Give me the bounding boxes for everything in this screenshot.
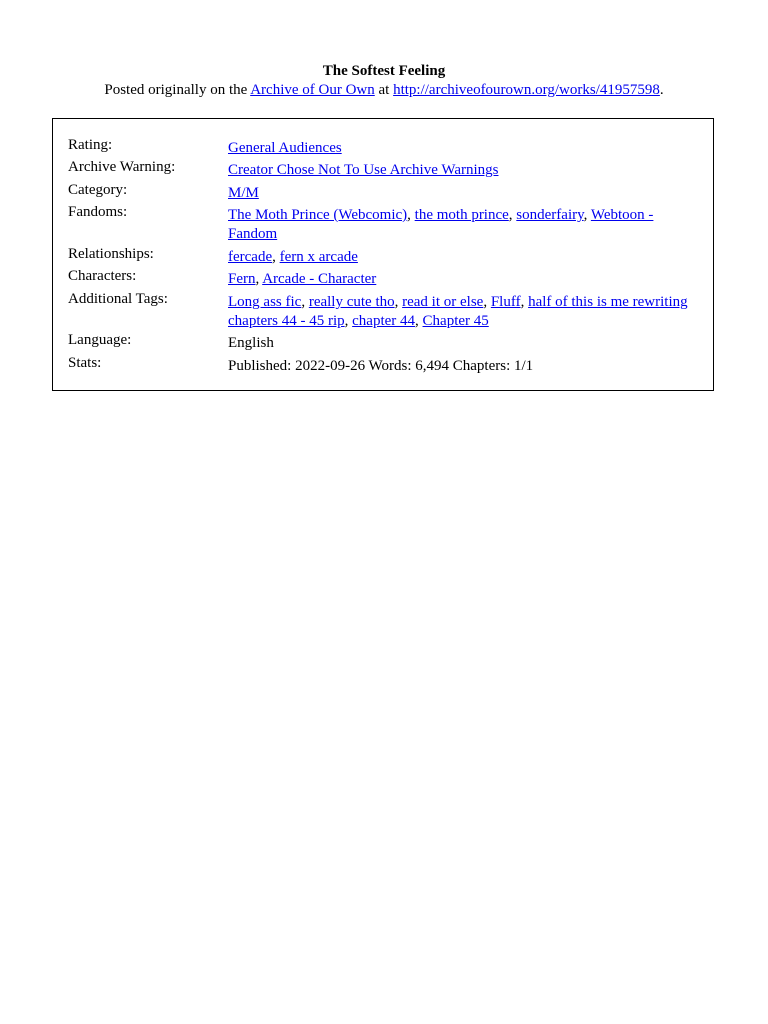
relationships-value: fercade, fern x arcade [228,249,358,265]
characters-value: Fern, Arcade - Character [228,271,377,287]
tag-link[interactable]: Fluff [490,294,521,310]
work-header [0,62,768,100]
work-title: The Softest Feeling [322,63,446,79]
warning-label: Archive Warning: [68,159,176,175]
relationships-label: Relationships: [68,246,154,262]
tag-link[interactable]: M/M [228,185,259,201]
tag-link[interactable]: fercade [228,249,273,265]
tag-link[interactable]: really cute tho [308,294,395,310]
characters-label: Characters: [68,268,137,284]
tag-link[interactable]: The Moth Prince (Webcomic) [228,207,408,223]
rating-value [228,139,698,158]
fandoms-label: Fandoms: [68,204,128,220]
tag-link[interactable]: the moth prince [414,207,509,223]
rating-label: Rating: [68,137,113,153]
tag-link[interactable]: read it or else [402,294,484,310]
fandoms-value: The Moth Prince (Webcomic), the moth prince, sonderfairy, Webtoon - Fandom [228,207,654,242]
tag-link[interactable]: sonderfairy [516,207,584,223]
tag-link[interactable]: Arcade - Character [262,271,377,287]
stats-value: Published: 2022-09-26 Words: 6,494 Chapters: 1/1 [228,358,534,374]
period: . [659,82,664,98]
tag-link[interactable]: chapter 44 [352,313,416,329]
work-metadata-box [52,118,714,391]
additional-tags-value: Long ass fic, really cute tho, read it or else, Fluff, half of this is me rewriting chapters 44 - 45 rip, chapter 44, Chapter 45 [228,294,688,329]
stats-label: Stats: [68,355,102,371]
tag-link[interactable]: General Audiences [228,140,342,156]
additional-tags-label: Additional Tags: [68,291,168,307]
tag-link[interactable]: Long ass fic [228,294,302,310]
warning-value [228,161,698,180]
tag-link[interactable]: half of this is me rewriting chapters 44 - 45 rip [228,294,688,329]
tag-link[interactable]: Chapter 45 [422,313,489,329]
tag-link[interactable]: Fern [228,271,256,287]
tag-link[interactable]: fern x arcade [279,249,358,265]
category-value [228,184,698,203]
category-label: Category: [68,182,128,198]
posted-prefix: Posted originally on the [104,82,251,98]
tag-link[interactable]: Webtoon - Fandom [228,207,654,242]
work-url-link[interactable]: http://archiveofourown.org/works/41957598 [393,82,660,98]
posted-line [0,81,768,100]
tag-link[interactable]: Creator Chose Not To Use Archive Warnings [228,162,499,178]
language-value: English [228,335,274,351]
language-label: Language: [68,332,132,348]
at-text: at [374,82,394,98]
archive-link[interactable]: Archive of Our Own [250,82,375,98]
